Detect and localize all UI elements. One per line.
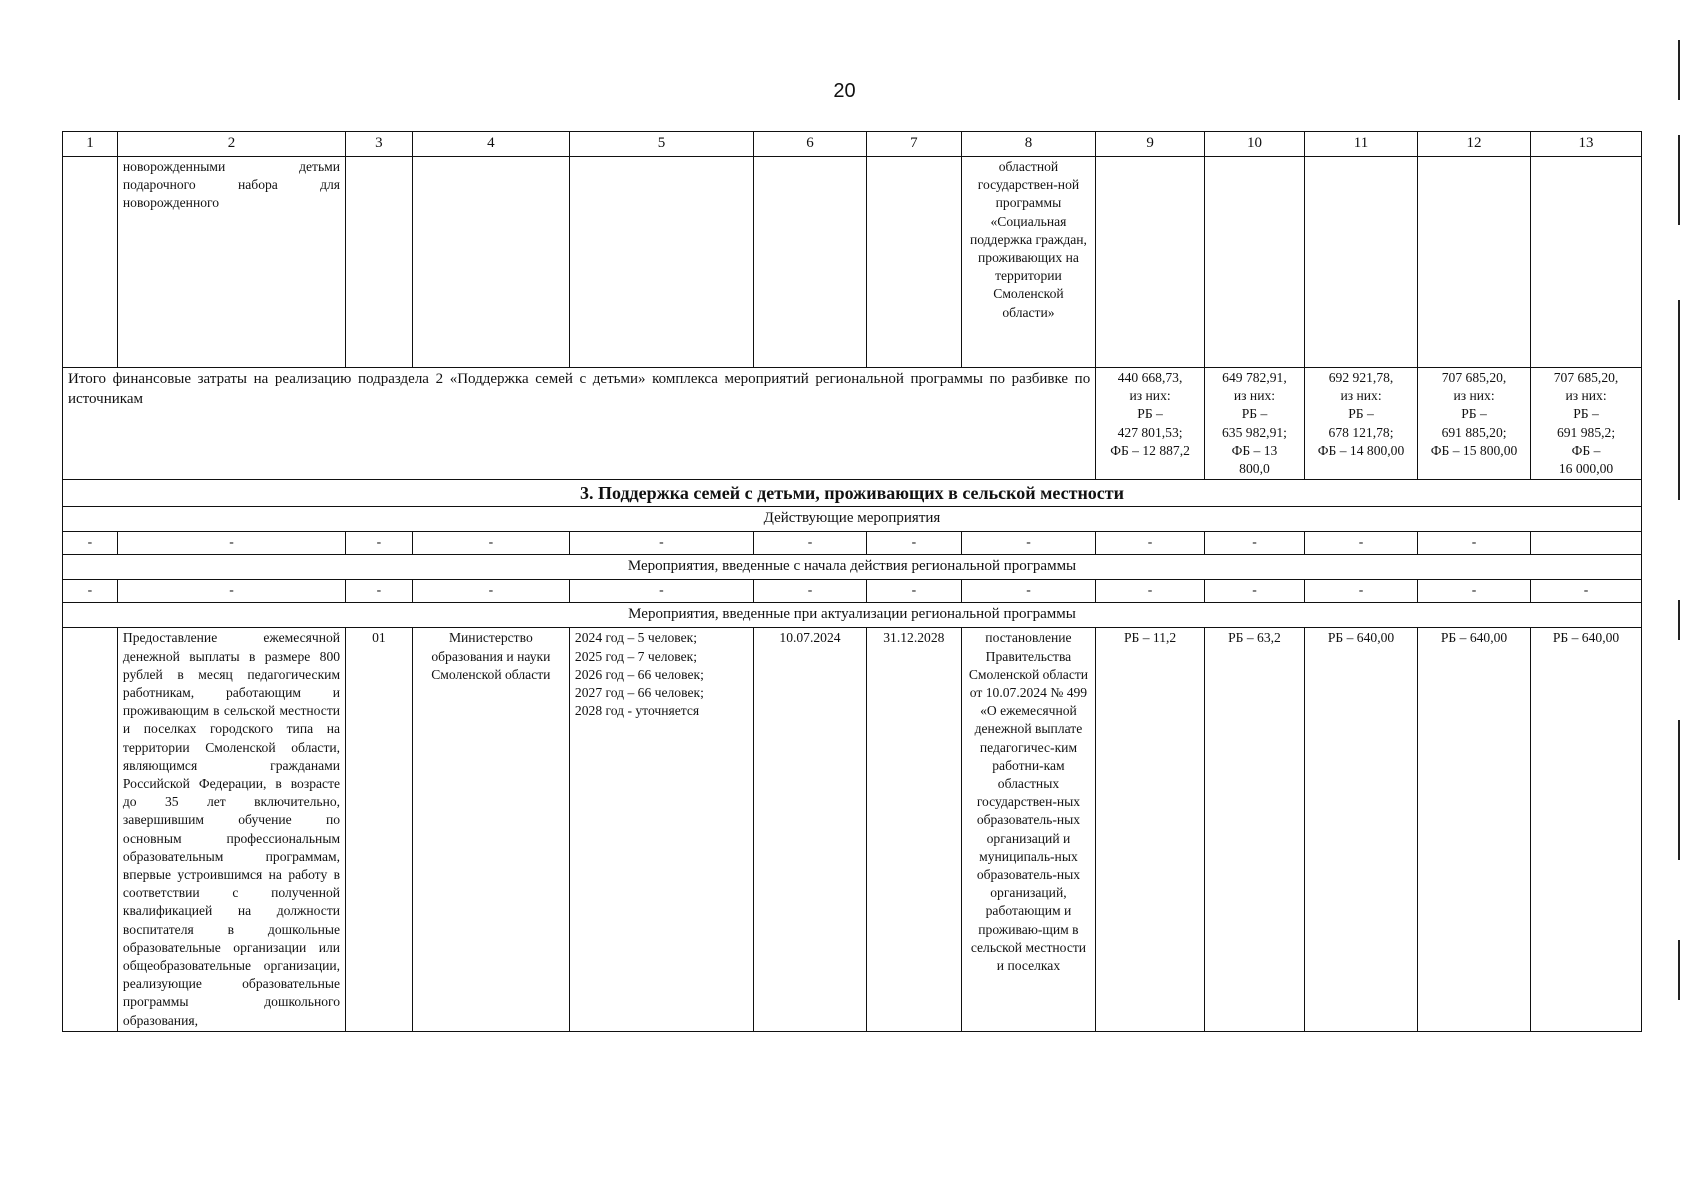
measure-funding-2024: РБ – 11,2 xyxy=(1096,628,1205,1031)
measure-name: Предоставление ежемесячной денежной выплаты в размере 800 рублей в месяц педагогическим работникам, работающим и проживающим в сельской местности и поселках городского типа на территории Смоленской области, являющимся гражданами Российской Федерации, в возрасте до 35 лет включительно, завершившим обучение по основным профессиональным образовательным программам, впервые устроившимся на работу в соответствии с полученной квалификацией на должности воспитателя в дошкольные образовательные организации или общеобразовательные организации, реализующие образовательные программы дошкольного образования, xyxy=(117,628,345,1031)
total-2028-line: из них: xyxy=(1565,388,1607,404)
measure-funding-2028: РБ – 640,00 xyxy=(1531,628,1642,1031)
measure-row xyxy=(63,628,1642,1031)
dash-cell: - xyxy=(569,532,753,555)
indicator-line: 2024 год – 5 человек; xyxy=(574,630,698,646)
dash-cell: - xyxy=(1531,580,1642,603)
total-2028 xyxy=(1531,368,1642,480)
cell-empty xyxy=(1418,157,1531,368)
column-number-10: 10 xyxy=(1204,132,1304,157)
indicator-line: 2028 год - уточняется xyxy=(574,703,700,719)
scan-edge-marks xyxy=(1678,40,1681,1170)
cell-empty xyxy=(569,157,753,368)
total-2027-line: ФБ – 15 800,00 xyxy=(1430,442,1518,458)
dash-cell: - xyxy=(63,580,118,603)
continued-measure-row xyxy=(63,157,1642,368)
subsection-row xyxy=(63,555,1642,580)
measure-end-date: 31.12.2028 xyxy=(866,628,961,1031)
total-2028-line: ФБ – xyxy=(1571,442,1601,458)
total-2024-line: 440 668,73, xyxy=(1117,370,1183,385)
subsection-actualization: Мероприятия, введенные при актуализации региональной программы xyxy=(63,603,1642,628)
column-number-4: 4 xyxy=(412,132,569,157)
column-number-3: 3 xyxy=(346,132,413,157)
column-number-13: 13 xyxy=(1531,132,1642,157)
dash-cell: - xyxy=(1096,580,1205,603)
program-table xyxy=(62,131,1642,1032)
dash-cell: - xyxy=(961,580,1096,603)
dash-cell: - xyxy=(866,580,961,603)
measure-funding-2026: РБ – 640,00 xyxy=(1305,628,1418,1031)
dash-cell: - xyxy=(1204,532,1304,555)
measure-funding-2027: РБ – 640,00 xyxy=(1418,628,1531,1031)
total-2027-line: РБ – xyxy=(1461,406,1487,422)
column-number-row xyxy=(63,132,1642,157)
page-number: 20 xyxy=(833,80,856,102)
total-2026-line: 678 121,78; xyxy=(1328,424,1394,440)
cell-empty xyxy=(1531,157,1642,368)
indicator-line: 2027 год – 66 человек; xyxy=(574,684,704,700)
subsection-row xyxy=(63,507,1642,532)
total-2028-line: РБ – xyxy=(1573,406,1599,422)
dash-cell: - xyxy=(1096,532,1205,555)
dash-cell: - xyxy=(866,532,961,555)
dash-cell: - xyxy=(1418,580,1531,603)
column-number-5: 5 xyxy=(569,132,753,157)
measure-indicators xyxy=(569,628,753,1031)
measure-legal-basis: постановление Правительства Смоленской области от 10.07.2024 № 499 «О ежемесячной денежной выплате педагогичес-ким работни-кам областных государствен-ных образователь-ных организаций и муниципаль-ных образователь-ных организаций, работающим и проживаю-щим в сельской местности и поселках xyxy=(961,628,1096,1031)
total-2026 xyxy=(1305,368,1418,480)
total-2026-line: из них: xyxy=(1340,388,1382,404)
total-2028-line: 691 985,2; xyxy=(1556,424,1616,440)
subsection-row xyxy=(63,603,1642,628)
column-number-2: 2 xyxy=(117,132,345,157)
cell-empty xyxy=(753,157,866,368)
dash-cell: - xyxy=(569,580,753,603)
cell-empty xyxy=(1305,157,1418,368)
total-2024-line: РБ – xyxy=(1137,406,1163,422)
continued-measure-name: новорожденными детьми подарочного набора для новорожденного xyxy=(117,157,345,368)
cell-empty xyxy=(866,157,961,368)
dash-cell: - xyxy=(346,532,413,555)
dash-cell: - xyxy=(753,580,866,603)
total-row xyxy=(63,368,1642,480)
column-number-11: 11 xyxy=(1305,132,1418,157)
total-2027-line: 691 885,20; xyxy=(1441,424,1507,440)
dash-cell: - xyxy=(1305,532,1418,555)
dash-cell: - xyxy=(753,532,866,555)
measure-number xyxy=(63,628,118,1031)
column-number-12: 12 xyxy=(1418,132,1531,157)
total-2024-line: из них: xyxy=(1129,388,1171,404)
total-2025-line: 649 782,91, xyxy=(1222,370,1287,385)
column-number-9: 9 xyxy=(1096,132,1205,157)
dash-cell: - xyxy=(412,580,569,603)
continued-legal-basis: областной государствен-ной программы «Социальная поддержка граждан, проживающих на территории Смоленской области» xyxy=(961,157,1096,368)
measure-start-date: 10.07.2024 xyxy=(753,628,866,1031)
column-number-6: 6 xyxy=(753,132,866,157)
cell-empty xyxy=(1204,157,1304,368)
cell-empty xyxy=(1096,157,1205,368)
section-title-row xyxy=(63,480,1642,507)
total-2028-line: 16 000,00 xyxy=(1558,461,1614,477)
total-2027 xyxy=(1418,368,1531,480)
total-2025 xyxy=(1204,368,1304,480)
total-2025-line: ФБ – 13 xyxy=(1231,442,1278,458)
dash-cell: - xyxy=(1418,532,1531,555)
dash-cell: - xyxy=(961,532,1096,555)
dash-cell: - xyxy=(63,532,118,555)
total-2024 xyxy=(1096,368,1205,480)
dash-row xyxy=(63,580,1642,603)
total-2028-line: 707 685,20, xyxy=(1553,370,1619,385)
indicator-line: 2025 год – 7 человек; xyxy=(574,648,698,664)
dash-cell: - xyxy=(412,532,569,555)
total-2025-line: 800,0 xyxy=(1239,461,1270,477)
indicator-line: 2026 год – 66 человек; xyxy=(574,666,704,682)
total-2027-line: 707 685,20, xyxy=(1441,370,1507,385)
dash-cell: - xyxy=(117,580,345,603)
dash-cell: - xyxy=(117,532,345,555)
dash-row xyxy=(63,532,1642,555)
total-2026-line: 692 921,78, xyxy=(1328,370,1394,385)
dash-cell: - xyxy=(1305,580,1418,603)
total-label: Итого финансовые затраты на реализацию подраздела 2 «Поддержка семей с детьми» комплекса мероприятий региональной программы по разбивке по источникам xyxy=(63,368,1096,480)
cell-empty xyxy=(63,157,118,368)
total-2024-line: ФБ – 12 887,2 xyxy=(1110,442,1190,458)
total-2025-line: из них: xyxy=(1233,388,1276,404)
total-2025-line: 635 982,91; xyxy=(1221,424,1287,440)
column-number-7: 7 xyxy=(866,132,961,157)
measure-funding-2025: РБ – 63,2 xyxy=(1204,628,1304,1031)
measure-code: 01 xyxy=(346,628,413,1031)
column-number-8: 8 xyxy=(961,132,1096,157)
cell-empty xyxy=(346,157,413,368)
column-number-1: 1 xyxy=(63,132,118,157)
dash-cell: - xyxy=(346,580,413,603)
total-2025-line: РБ – xyxy=(1241,406,1268,422)
cell-empty xyxy=(412,157,569,368)
dash-cell xyxy=(1531,532,1642,555)
total-2027-line: из них: xyxy=(1453,388,1495,404)
total-2026-line: ФБ – 14 800,00 xyxy=(1317,442,1405,458)
section-title: 3. Поддержка семей с детьми, проживающих в сельской местности xyxy=(63,480,1642,507)
total-2024-line: 427 801,53; xyxy=(1117,424,1183,440)
measure-executor: Министерство образования и науки Смоленской области xyxy=(412,628,569,1031)
subsection-since-start: Мероприятия, введенные с начала действия региональной программы xyxy=(63,555,1642,580)
subsection-existing: Действующие мероприятия xyxy=(63,507,1642,532)
total-2026-line: РБ – xyxy=(1348,406,1374,422)
dash-cell: - xyxy=(1204,580,1304,603)
